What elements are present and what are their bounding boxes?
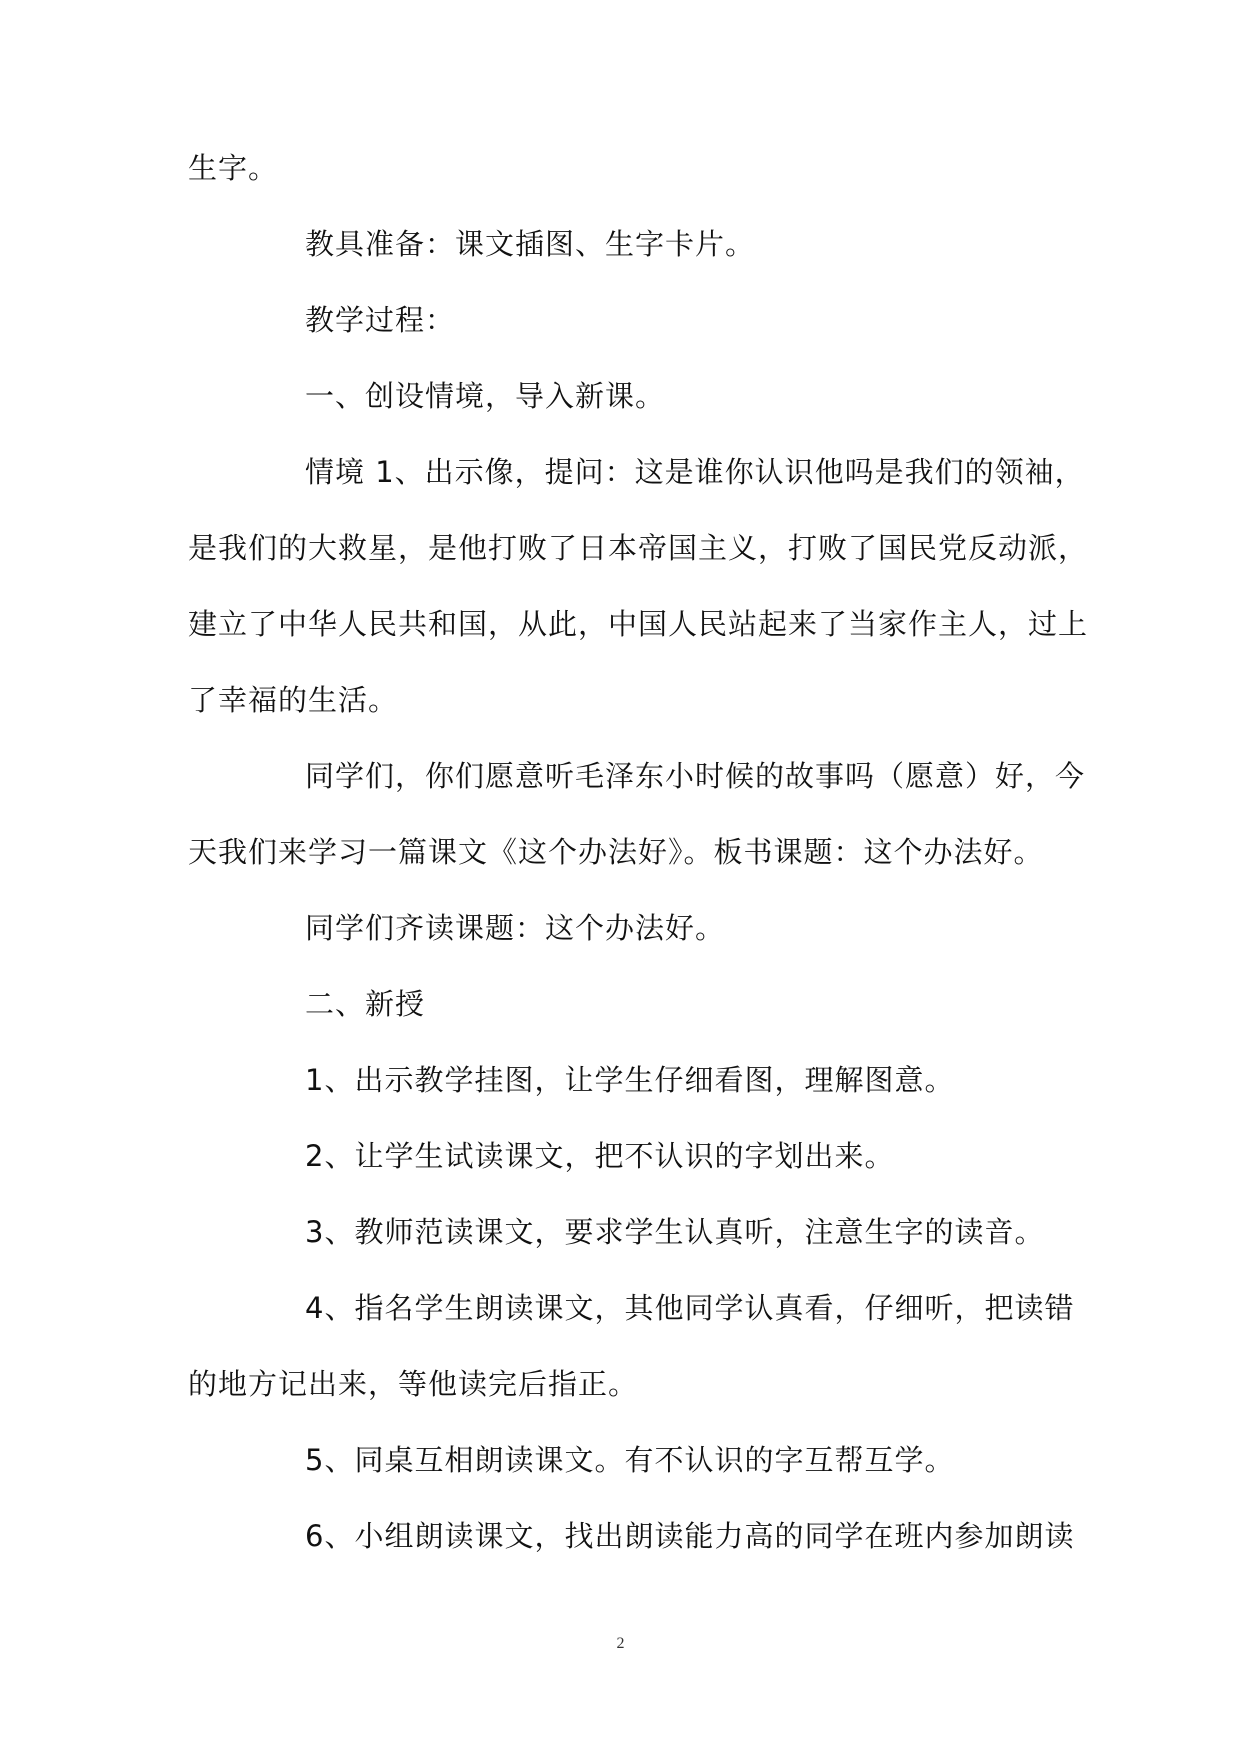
section-heading: 一、创设情境，导入新课。 [305, 379, 666, 413]
list-item: 5、同桌互相朗读课文。有不认识的字互帮互学。 [305, 1443, 955, 1477]
text-line: 天我们来学习一篇课文《这个办法好》。板书课题：这个办法好。 [188, 835, 1044, 869]
section-heading: 二、新授 [305, 987, 426, 1021]
text-line: 是我们的大救星，是他打败了日本帝国主义，打败了国民党反动派， [188, 531, 1089, 565]
text-line: 生字。 [188, 151, 279, 185]
page-number: 2 [616, 1635, 625, 1652]
text-line: 同学们齐读课题：这个办法好。 [305, 911, 726, 945]
list-item: 6、小组朗读课文，找出朗读能力高的同学在班内参加朗读 [305, 1519, 1075, 1553]
text-line: 同学们，你们愿意听毛泽东小时候的故事吗（愿意）好，今 [305, 759, 1086, 793]
text-line: 教学过程： [305, 303, 456, 337]
list-item: 4、指名学生朗读课文，其他同学认真看，仔细听，把读错 [305, 1291, 1075, 1325]
list-item: 2、让学生试读课文，把不认识的字划出来。 [305, 1139, 895, 1173]
text-line: 教具准备：课文插图、生字卡片。 [305, 227, 756, 261]
text-line: 建立了中华人民共和国，从此，中国人民站起来了当家作主人，过上 [188, 607, 1089, 641]
text-line: 情境 1、出示像，提问：这是谁你认识他吗是我们的领袖， [305, 455, 1085, 489]
text-line: 的地方记出来，等他读完后指正。 [188, 1367, 639, 1401]
list-item: 3、教师范读课文，要求学生认真听，注意生字的读音。 [305, 1215, 1045, 1249]
list-item: 1、出示教学挂图，让学生仔细看图，理解图意。 [305, 1063, 955, 1097]
text-line: 了幸福的生活。 [188, 683, 399, 717]
